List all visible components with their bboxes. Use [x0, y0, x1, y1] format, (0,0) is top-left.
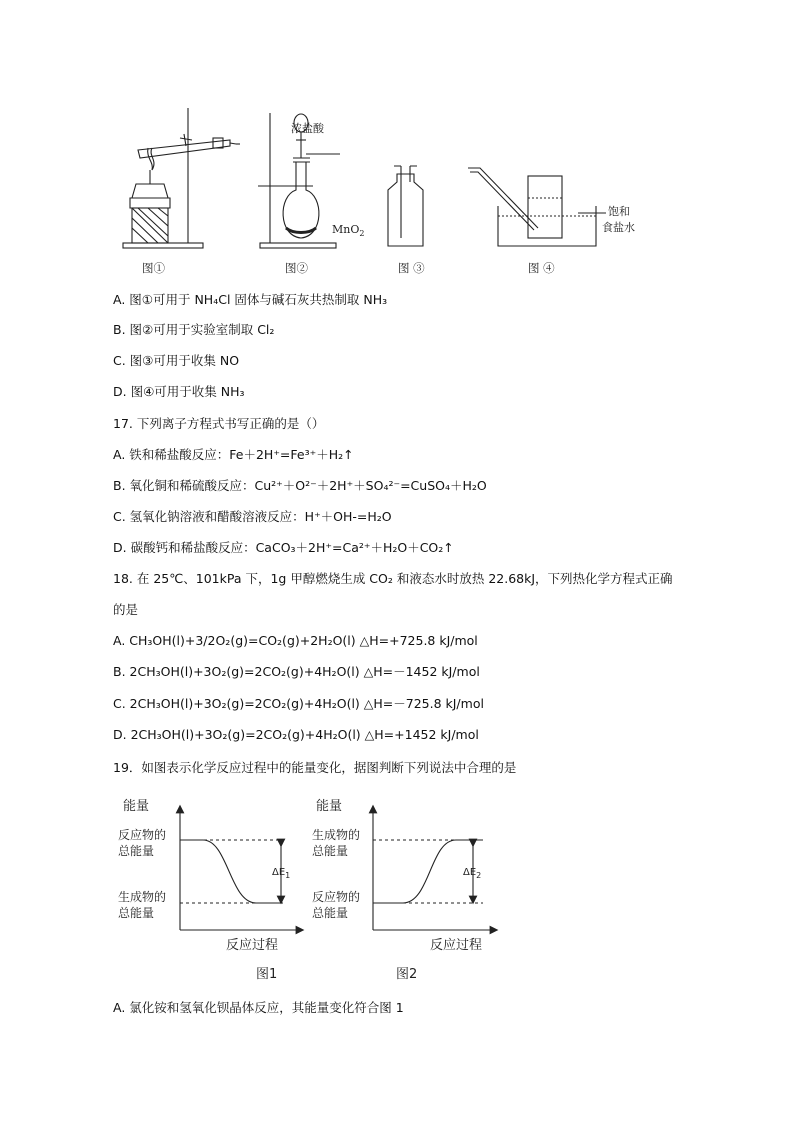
fig2-lower-label-2: 总能量	[312, 906, 349, 920]
q18-stem-line2: 的是	[113, 602, 139, 617]
fig1-caption: 图1	[256, 967, 278, 982]
fig2-lower-label-1: 反应物的	[312, 890, 361, 904]
q17-option-c: C. 氢氧化钠溶液和醋酸溶液反应：H⁺＋OH-=H₂O	[113, 509, 392, 524]
q17-option-b: B. 氧化铜和稀硫酸反应：Cu²⁺＋O²⁻＋2H⁺＋SO₄²⁻=CuSO₄＋H₂O	[113, 478, 487, 493]
fig1-lower-label-1: 生成物的	[118, 890, 167, 904]
label-mno2: MnO$_2$	[332, 223, 365, 238]
q16-option-d: D. 图④可用于收集 NH₃	[113, 384, 245, 399]
fig2-caption: 图2	[396, 967, 418, 982]
q17-option-a: A. 铁和稀盐酸反应：Fe＋2H⁺=Fe³⁺＋H₂↑	[113, 447, 354, 462]
fig2-x-label: 反应过程	[430, 938, 483, 953]
apparatus-figures	[118, 98, 638, 278]
fig1-apparatus	[123, 108, 240, 248]
q18-option-a: A. CH₃OH(l)+3/2O₂(g)=CO₂(g)+2H₂O(l) △H=+725.8 kJ/mol	[113, 633, 478, 648]
q18-option-d: D. 2CH₃OH(l)+3O₂(g)=2CO₂(g)+4H₂O(l) △H=+1452 kJ/mol	[113, 727, 479, 742]
fig1-energy-curve	[180, 840, 283, 903]
energy-diagram-fig1-labels	[118, 798, 290, 982]
fig4-caption: 图 ④	[528, 261, 555, 275]
energy-diagram-fig2-labels	[312, 798, 482, 982]
q18-stem-line1: 18. 在 25℃、101kPa 下，1g 甲醇燃烧生成 CO₂ 和液态水时放热 22.68kJ，下列热化学方程式正确	[113, 571, 673, 586]
fig2-delta-label: $\Delta E_2$	[463, 867, 482, 880]
fig1-y-label: 能量	[123, 799, 150, 814]
fig3-apparatus	[388, 166, 423, 246]
fig1-delta-label: $\Delta E_1$	[272, 867, 291, 880]
q16-option-b: B. 图②可用于实验室制取 Cl₂	[113, 322, 275, 337]
fig4-apparatus	[468, 168, 606, 246]
q17-stem: 17. 下列离子方程式书写正确的是（）	[113, 416, 325, 431]
label-conc-hcl: 浓盐酸	[291, 122, 324, 135]
q16-option-c: C. 图③可用于收集 NO	[113, 353, 240, 368]
fig2-upper-label-1: 生成物的	[312, 828, 361, 842]
fig2-y-label: 能量	[316, 799, 343, 814]
q17-option-d: D. 碳酸钙和稀盐酸反应：CaCO₃＋2H⁺=Ca²⁺＋H₂O＋CO₂↑	[113, 540, 454, 555]
energy-diagrams	[118, 795, 508, 985]
q19-option-a: A. 氯化铵和氢氧化钡晶体反应，其能量变化符合图 1	[113, 1000, 404, 1015]
q18-option-c: C. 2CH₃OH(l)+3O₂(g)=2CO₂(g)+4H₂O(l) △H=－725.8 kJ/mol	[113, 696, 484, 711]
q16-option-a: A. 图①可用于 NH₄Cl 固体与碱石灰共热制取 NH₃	[113, 292, 388, 307]
fig1-upper-label-1: 反应物的	[118, 828, 167, 842]
fig2-caption: 图②	[285, 261, 308, 275]
fig3-caption: 图 ③	[398, 261, 425, 275]
fig1-lower-label-2: 总能量	[118, 906, 155, 920]
fig1-caption: 图①	[142, 261, 165, 275]
fig1-upper-label-2: 总能量	[118, 844, 155, 858]
label-brine: 食盐水	[602, 221, 635, 234]
q18-option-b: B. 2CH₃OH(l)+3O₂(g)=2CO₂(g)+4H₂O(l) △H=－1452 kJ/mol	[113, 664, 480, 679]
fig1-x-label: 反应过程	[226, 938, 279, 953]
label-saturated: 饱和	[608, 205, 630, 218]
q19-stem: 19．如图表示化学反应过程中的能量变化，据图判断下列说法中合理的是	[113, 760, 517, 775]
fig2-upper-label-2: 总能量	[312, 844, 349, 858]
